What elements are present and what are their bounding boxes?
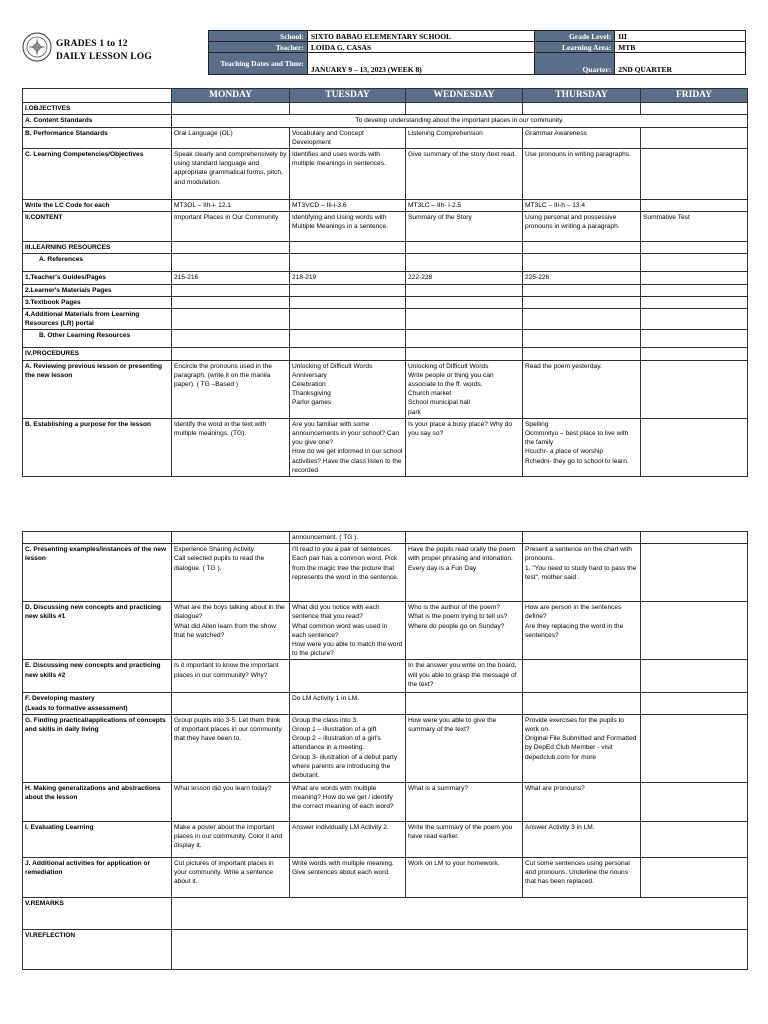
day-cell bbox=[523, 242, 641, 254]
day-cell bbox=[523, 254, 641, 272]
day-cell bbox=[641, 693, 748, 714]
teacher-value: LOIDA G. CASAS bbox=[307, 42, 535, 53]
day-cell bbox=[641, 418, 748, 476]
school-label: School: bbox=[209, 31, 308, 42]
lesson-log-table-page1 bbox=[22, 88, 748, 477]
day-cell: Unlocking of Difficult Words Anniversary Celebration Thanksgiving Parlor games bbox=[290, 360, 406, 418]
day-thursday: THURSDAY bbox=[523, 89, 641, 103]
day-cell bbox=[641, 532, 748, 544]
day-cell: I'll read to you a pair of sentences. Each pair has a common word. Pick from the magic tree the picture that represents the word in the sentence. bbox=[290, 544, 406, 602]
day-cell bbox=[641, 284, 748, 296]
day-cell bbox=[641, 602, 748, 660]
day-cell bbox=[406, 330, 523, 348]
day-cell: 222-228 bbox=[406, 272, 523, 284]
day-cell: Identify the word in the text with multiple meanings. (TG). bbox=[172, 418, 290, 476]
day-cell bbox=[641, 330, 748, 348]
form-title-line1: GRADES 1 to 12 bbox=[56, 39, 128, 49]
table-row bbox=[23, 857, 748, 897]
day-cell: Group the class into 3. Group 1 – illustration of a gift Group 2 – illustration of a girl's attendance in a meeting. Group 3- illustration of a debut party where parents are introducing the debutant. bbox=[290, 714, 406, 782]
row-label: III.LEARNING RESOURCES bbox=[23, 242, 172, 254]
row-label: I. Evaluating Learning bbox=[23, 821, 172, 857]
day-friday: FRIDAY bbox=[641, 89, 748, 103]
row-label: C. Presenting examples/instances of the new lesson bbox=[23, 544, 172, 602]
row-label: J. Additional activities for application or remediation bbox=[23, 857, 172, 897]
row-label: 2.Learner's Materials Pages bbox=[23, 284, 172, 296]
table-row bbox=[23, 272, 748, 284]
day-header-row bbox=[23, 89, 748, 103]
quarter-value: 2ND QUARTER bbox=[615, 53, 746, 75]
form-title-line2: DAILY LESSON LOG bbox=[56, 52, 152, 62]
row-label: B. Other Learning Resources bbox=[23, 330, 172, 348]
table-row bbox=[23, 693, 748, 714]
table-row bbox=[23, 660, 748, 693]
teacher-label: Teacher: bbox=[209, 42, 308, 53]
row-label: IV.PROCEDURES bbox=[23, 348, 172, 360]
day-cell bbox=[641, 309, 748, 330]
day-cell: Are you familiar with some announcements in your school? Can you give one? How do we get informed in our school activities? Have the class listen to the recorded bbox=[290, 418, 406, 476]
day-cell bbox=[641, 348, 748, 360]
dates-label: Teaching Dates and Time: bbox=[209, 53, 308, 75]
row-label: F. Developing mastery (Leads to formative assessment) bbox=[23, 693, 172, 714]
day-cell bbox=[406, 348, 523, 360]
day-cell bbox=[290, 660, 406, 693]
row-label: 3.Textbook Pages bbox=[23, 296, 172, 308]
row-label: E. Discussing new concepts and practicing new skills #2 bbox=[23, 660, 172, 693]
grade-value: III bbox=[615, 31, 746, 42]
day-cell bbox=[641, 782, 748, 821]
day-cell bbox=[641, 200, 748, 212]
day-cell bbox=[172, 296, 290, 308]
day-cell bbox=[641, 272, 748, 284]
row-label: II.CONTENT bbox=[23, 212, 172, 242]
day-cell: Unlocking of Difficult Words Write people or thing you can associate to the ff. words. Church market School municipal hall park bbox=[406, 360, 523, 418]
row-label: A. References bbox=[23, 254, 172, 272]
day-cell: Experience Sharing Activity. Call selected pupils to read the dialogue. ( TG ). bbox=[172, 544, 290, 602]
day-cell: Read the poem yesterday. bbox=[523, 360, 641, 418]
row-label: Write the LC Code for each bbox=[23, 200, 172, 212]
day-cell: Summative Test bbox=[641, 212, 748, 242]
day-cell bbox=[172, 348, 290, 360]
day-cell: What are pronouns? bbox=[523, 782, 641, 821]
day-monday: MONDAY bbox=[172, 89, 290, 103]
day-cell bbox=[172, 929, 748, 969]
day-cell: Write words with multiple meaning. Give sentences about each word. bbox=[290, 857, 406, 897]
day-cell: MT3LC – IIi-h – 13.4 bbox=[523, 200, 641, 212]
day-wednesday: WEDNESDAY bbox=[406, 89, 523, 103]
day-cell bbox=[641, 254, 748, 272]
day-cell bbox=[523, 532, 641, 544]
table-row bbox=[23, 929, 748, 969]
day-cell: announcement. ( TG ). bbox=[290, 532, 406, 544]
day-cell: Identifies and uses words with multiple meanings in sentences. bbox=[290, 149, 406, 200]
day-cell bbox=[172, 254, 290, 272]
day-cell: Answer Activity 3 in LM. bbox=[523, 821, 641, 857]
day-cell: Cut pictures of important places in your community. Write a sentence about it. bbox=[172, 857, 290, 897]
row-label: A. Reviewing previous lesson or presenting the new lesson bbox=[23, 360, 172, 418]
day-cell bbox=[641, 360, 748, 418]
day-cell: Listening Comprehension bbox=[406, 127, 523, 148]
day-cell: What are the boys talking about in the dialogue? What did Allen learn from the show that he watched? bbox=[172, 602, 290, 660]
day-cell bbox=[641, 821, 748, 857]
day-cell: MT3LC – IIh- i-2.5 bbox=[406, 200, 523, 212]
deped-seal-icon bbox=[22, 32, 52, 62]
day-cell bbox=[523, 309, 641, 330]
table-row bbox=[23, 360, 748, 418]
day-cell bbox=[641, 103, 748, 115]
table-row bbox=[23, 254, 748, 272]
row-label: A. Content Standards bbox=[23, 115, 172, 127]
row-label: I.OBJECTIVES bbox=[23, 103, 172, 115]
row-label: VI.REFLECTION bbox=[23, 929, 172, 969]
day-cell: Identifying and Using words with Multiple Meanings in a sentence. bbox=[290, 212, 406, 242]
day-cell: In the answer you write on the board, will you able to grasp the message of the text? bbox=[406, 660, 523, 693]
day-cell bbox=[523, 660, 641, 693]
day-cell: Cut some sentences using personal and pronouns. Underline the nouns that has been replaced. bbox=[523, 857, 641, 897]
day-cell: Write the summary of the poem you have read earlier. bbox=[406, 821, 523, 857]
day-cell: Answer individually LM Activity 2. bbox=[290, 821, 406, 857]
day-cell bbox=[406, 532, 523, 544]
table-row bbox=[23, 714, 748, 782]
day-cell bbox=[641, 857, 748, 897]
day-cell: Grammar Awareness bbox=[523, 127, 641, 148]
form-title bbox=[56, 38, 152, 64]
table-row bbox=[23, 212, 748, 242]
table-row bbox=[23, 330, 748, 348]
day-cell: Present a sentence on the chart with pronouns. 1. "You need to study hard to pass the test", mother said . bbox=[523, 544, 641, 602]
day-cell: Is your place a busy place? Why do you say so? bbox=[406, 418, 523, 476]
area-label: Learning Area: bbox=[535, 42, 615, 53]
day-cell bbox=[290, 309, 406, 330]
day-cell bbox=[172, 532, 290, 544]
day-cell bbox=[641, 544, 748, 602]
content-standard-cell: To develop understanding about the important places in our community. bbox=[172, 115, 748, 127]
day-cell: Provide exercises for the pupils to work on. Original File Submitted and Formatted by DepEd Club Member - visit depedclub.com for more bbox=[523, 714, 641, 782]
day-cell bbox=[172, 103, 290, 115]
day-cell: Make a poster about the important places in our community. Color it and display it. bbox=[172, 821, 290, 857]
day-cell: Spelling Ocmmnityu – best place to live with the family Hcuchr- a place of worship Rchedni- they go to school to learn. bbox=[523, 418, 641, 476]
row-label: G. Finding practical/applications of concepts and skills in daily living bbox=[23, 714, 172, 782]
day-cell bbox=[406, 309, 523, 330]
day-cell: What is a summary? bbox=[406, 782, 523, 821]
day-cell bbox=[523, 693, 641, 714]
row-label: V.REMARKS bbox=[23, 897, 172, 929]
day-cell bbox=[523, 284, 641, 296]
day-cell bbox=[290, 284, 406, 296]
day-cell: Is it important to know the important places in our community? Why? bbox=[172, 660, 290, 693]
day-cell bbox=[172, 693, 290, 714]
row-label: C. Learning Competencies/Objectives bbox=[23, 149, 172, 200]
table-row bbox=[23, 127, 748, 148]
day-cell: Group pupils into 3-5. Let them think of important places in our community that they have been to. bbox=[172, 714, 290, 782]
day-cell bbox=[641, 296, 748, 308]
day-cell bbox=[406, 103, 523, 115]
day-cell bbox=[172, 897, 748, 929]
row-label bbox=[23, 532, 172, 544]
day-cell bbox=[290, 103, 406, 115]
day-cell: Using personal and possessive pronouns in writing a paragraph. bbox=[523, 212, 641, 242]
day-cell: Vocabulary and Concept Development bbox=[290, 127, 406, 148]
day-cell: Use pronouns in writing paragraphs. bbox=[523, 149, 641, 200]
table-row bbox=[23, 309, 748, 330]
row-label: B. Establishing a purpose for the lesson bbox=[23, 418, 172, 476]
day-cell bbox=[523, 330, 641, 348]
day-cell: Encircle the pronouns used in the paragraph. (write it on the manila paper). ( TG –Based ) bbox=[172, 360, 290, 418]
day-cell bbox=[641, 149, 748, 200]
day-cell bbox=[641, 660, 748, 693]
table-row bbox=[23, 418, 748, 476]
day-cell bbox=[406, 296, 523, 308]
day-cell: MT3VCD – IIi-i-3.6 bbox=[290, 200, 406, 212]
row-label: 1.Teacher's Guides/Pages bbox=[23, 272, 172, 284]
day-cell bbox=[523, 296, 641, 308]
day-cell bbox=[172, 309, 290, 330]
day-cell: 225-226 bbox=[523, 272, 641, 284]
day-tuesday: TUESDAY bbox=[290, 89, 406, 103]
area-value: MTB bbox=[615, 42, 746, 53]
day-cell bbox=[172, 284, 290, 296]
table-row bbox=[23, 296, 748, 308]
day-cell: Have the pupils read orally the poem with proper phrasing and intonation. Every day is a Fun Day bbox=[406, 544, 523, 602]
table-row bbox=[23, 348, 748, 360]
grade-label: Grade Level: bbox=[535, 31, 615, 42]
dates-value: JANUARY 9 – 13, 2023 (WEEK 8) bbox=[307, 53, 535, 75]
day-cell: 215-216 bbox=[172, 272, 290, 284]
day-cell: Summary of the Story bbox=[406, 212, 523, 242]
day-cell: Important Places in Our Community bbox=[172, 212, 290, 242]
day-cell bbox=[290, 330, 406, 348]
day-cell: MT3OL – IIh-i- 12.1 bbox=[172, 200, 290, 212]
day-cell bbox=[641, 714, 748, 782]
day-cell bbox=[290, 296, 406, 308]
table-row bbox=[23, 103, 748, 115]
day-cell bbox=[172, 330, 290, 348]
day-cell: 218-219 bbox=[290, 272, 406, 284]
row-label: H. Making generalizations and abstractions about the lesson bbox=[23, 782, 172, 821]
corner-cell bbox=[23, 89, 172, 103]
day-cell: Oral Language (OL) bbox=[172, 127, 290, 148]
quarter-label: Quarter: bbox=[535, 53, 615, 75]
row-label: D. Discussing new concepts and practicing new skills #1 bbox=[23, 602, 172, 660]
day-cell bbox=[290, 348, 406, 360]
day-cell bbox=[641, 127, 748, 148]
day-cell: Work on LM to your homework. bbox=[406, 857, 523, 897]
day-cell bbox=[406, 284, 523, 296]
day-cell: Give summary of the story /text read. bbox=[406, 149, 523, 200]
day-cell: Do LM Activity 1 in LM. bbox=[290, 693, 406, 714]
table-row bbox=[23, 532, 748, 544]
day-cell bbox=[290, 242, 406, 254]
table-row bbox=[23, 544, 748, 602]
day-cell bbox=[290, 254, 406, 272]
school-value: SIXTO BABAO ELEMENTARY SCHOOL bbox=[307, 31, 535, 42]
day-cell bbox=[406, 254, 523, 272]
day-cell bbox=[523, 348, 641, 360]
day-cell bbox=[641, 242, 748, 254]
lesson-log-table-page2 bbox=[22, 531, 748, 970]
day-cell: Who is the author of the poem? What is the poem trying to tell us? Where do people go on Sunday? bbox=[406, 602, 523, 660]
table-row bbox=[23, 149, 748, 200]
day-cell bbox=[523, 103, 641, 115]
day-cell bbox=[406, 693, 523, 714]
info-table bbox=[208, 30, 746, 75]
day-cell: How are person in the sentences define? Are they replacing the word in the sentences? bbox=[523, 602, 641, 660]
table-row bbox=[23, 242, 748, 254]
day-cell: What did you notice with each sentence that you read? What common word was used in each sentence? How were you able to match the word to the picture? bbox=[290, 602, 406, 660]
table-row bbox=[23, 821, 748, 857]
table-row bbox=[23, 897, 748, 929]
table-row bbox=[23, 782, 748, 821]
day-cell: Speak clearly and comprehensively by using standard language and appropriate grammatical forms, pitch, and modulation. bbox=[172, 149, 290, 200]
row-label: B. Performance Standards bbox=[23, 127, 172, 148]
day-cell bbox=[172, 242, 290, 254]
table-row bbox=[23, 115, 748, 127]
day-cell: What are words with multiple meaning? How do we get / identify the correct meaning of each word? bbox=[290, 782, 406, 821]
table-row bbox=[23, 602, 748, 660]
table-row bbox=[23, 200, 748, 212]
day-cell: What lesson did you learn today? bbox=[172, 782, 290, 821]
day-cell: How were you able to give the summary of the text? bbox=[406, 714, 523, 782]
row-label: 4.Additional Materials from Learning Resources (LR) portal bbox=[23, 309, 172, 330]
day-cell bbox=[406, 242, 523, 254]
table-row bbox=[23, 284, 748, 296]
